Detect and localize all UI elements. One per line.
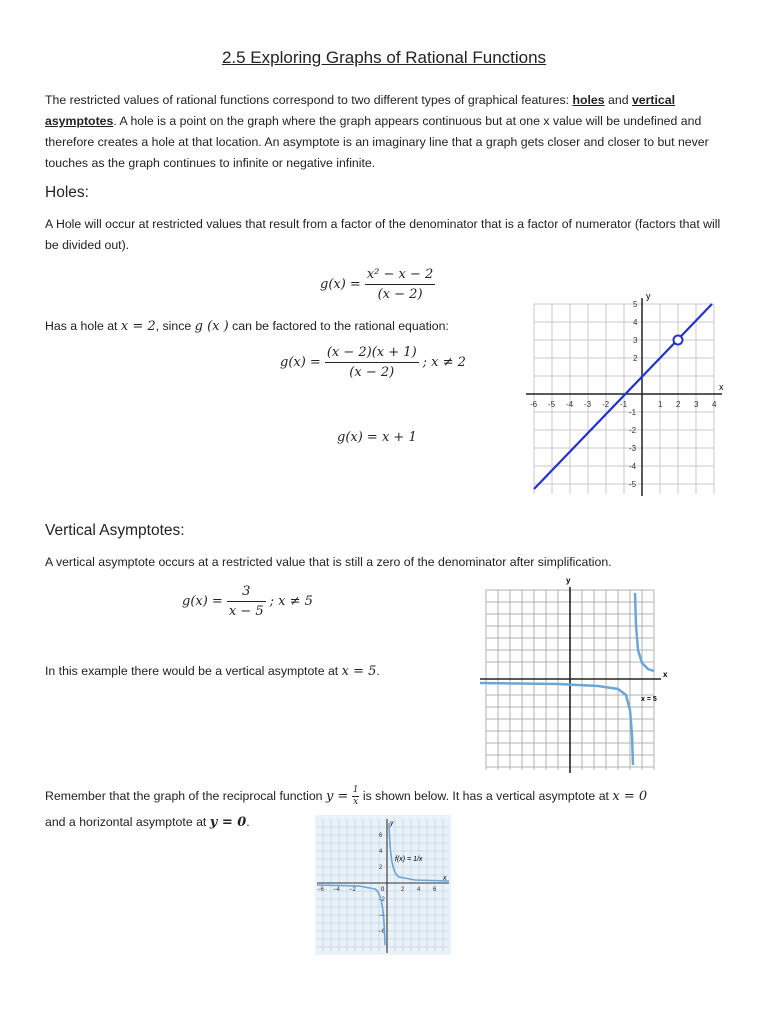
x-tick: −2 [349,887,356,893]
va-example-post: . [376,664,380,678]
va-example-pre: In this example there would be a vertical asymptote at [45,664,342,678]
y-tick: -2 [629,426,637,435]
y-tick: 4 [379,849,383,855]
eq2-condition: ; x ≠ 2 [422,355,466,370]
hole-graph-grid [534,304,714,494]
y-tick: 6 [379,833,383,839]
x-tick: −6 [317,887,324,893]
hole-graph [522,290,732,500]
hole-graph-line [534,304,712,489]
va-equation [182,584,313,619]
hole-math-x: x = 2 [120,319,156,334]
va-example-text [45,661,465,682]
x-tick: 2 [401,887,405,893]
y-tick: -4 [629,462,637,471]
x-tick: -4 [566,400,574,409]
vertical-asymptotes-heading: Vertical Asymptotes: [45,522,185,539]
va-graph-y-label: y [566,576,571,585]
holes-description: A Hole will occur at restricted values that result from a factor of the denominator that is a factor of numerator (factors that will be divided out). [45,217,721,252]
eq1-lhs: g(x) = [320,277,361,292]
y-tick: −6 [378,929,385,935]
va-graph-right-branch [635,593,654,671]
vertical-asymptote-description: A vertical asymptote occurs at a restricted value that is still a zero of the denominator after simplification. [45,555,612,569]
page-title: 2.5 Exploring Graphs of Rational Functions [221,48,547,67]
vertical-asymptotes-term: vertical asymptotes [45,93,676,128]
reciprocal-math-y: y = [325,789,349,804]
x-tick: -1 [620,400,628,409]
reciprocal-text-4: . [246,815,250,829]
y-tick: -3 [629,444,637,453]
reciprocal-graph-y-label: y [390,820,394,827]
hole-text-1: Has a hole at [45,319,121,333]
intro-and: and [604,93,629,107]
equation-2 [280,345,466,380]
y-tick: 2 [379,865,383,871]
y-tick: −2 [378,897,385,903]
va-graph-x-label: x [663,670,668,679]
y-tick: −4 [378,913,385,919]
va-eq-lhs: g(x) = [182,594,223,609]
y-tick: 3 [633,336,638,345]
equation-3: g(x) = x + 1 [337,430,417,445]
hole-graph-x-label: x [719,382,724,392]
eq2-numerator: (x − 2)(x + 1) [325,345,419,363]
x-tick: -3 [584,400,592,409]
hole-statement [45,316,515,337]
y-tick: -1 [629,408,637,417]
reciprocal-graph-function-label: f(x) = 1/x [395,856,423,863]
x-tick: 6 [433,887,437,893]
intro-paragraph [45,90,725,174]
y-tick: 2 [633,354,638,363]
reciprocal-graph-x-label: x [443,875,447,882]
eq1-denominator: (x − 2) [377,287,423,302]
reciprocal-math-va: x = 0 [612,789,648,804]
reciprocal-math-ha: y = 0 [209,815,247,830]
hole-math-g: g (x ) [194,319,229,334]
intro-text-1: The restricted values of rational functions correspond to two different types of graphical features: [45,93,573,107]
x-tick: −4 [333,887,340,893]
x-tick: -5 [548,400,556,409]
eq2-fraction [325,345,419,380]
x-tick: 1 [658,400,663,409]
reciprocal-text-1: Remember that the graph of the reciprocal function [45,789,326,803]
reciprocal-text-3: and a horizontal asymptote at [45,815,210,829]
x-tick: -2 [602,400,610,409]
reciprocal-graph-origin: 0 [381,887,385,893]
x-tick: -6 [530,400,538,409]
holes-heading: Holes: [45,184,89,201]
reciprocal-denominator: x [353,797,359,808]
eq1-fraction [365,267,435,302]
va-eq-condition: ; x ≠ 5 [269,594,313,609]
va-eq-denominator: x − 5 [228,604,264,619]
va-example-math: x = 5 [341,664,377,679]
holes-term: holes [572,93,605,107]
eq2-lhs: g(x) = [280,355,321,370]
intro-text-2: . A hole is a point on the graph where the graph appears continuous but at one x value will be undefined and therefore creates a hole at that location. An asymptote is an imaginary line that a graph gets closer and closer to but never touches as the graph continues to infinite or negative infinite. [45,114,709,170]
hole-graph-x-ticks [530,400,717,409]
eq2-denominator: (x − 2) [349,365,395,380]
hole-text-3: can be factored to the rational equation: [228,319,449,333]
x-tick: 2 [676,400,681,409]
x-tick: 4 [417,887,421,893]
reciprocal-line-1 [45,786,725,807]
x-tick: 4 [712,400,717,409]
hole-point [674,336,683,345]
reciprocal-text-2: is shown below. It has a vertical asymptote at [359,789,613,803]
reciprocal-graph [315,815,451,955]
va-eq-fraction [227,584,266,619]
va-graph-asymptote-label: x = 5 [641,696,657,703]
hole-graph-y-label: y [646,291,651,301]
y-tick: 4 [633,318,638,327]
equation-1 [320,267,435,302]
eq1-numerator: x² − x − 2 [365,267,435,285]
va-eq-numerator: 3 [227,584,266,602]
y-tick: 5 [633,300,638,309]
hole-text-2: , since [155,319,195,333]
reciprocal-numerator: 1 [352,785,359,796]
y-tick: -5 [629,480,637,489]
vertical-asymptote-graph [478,575,698,775]
x-tick: 3 [694,400,699,409]
